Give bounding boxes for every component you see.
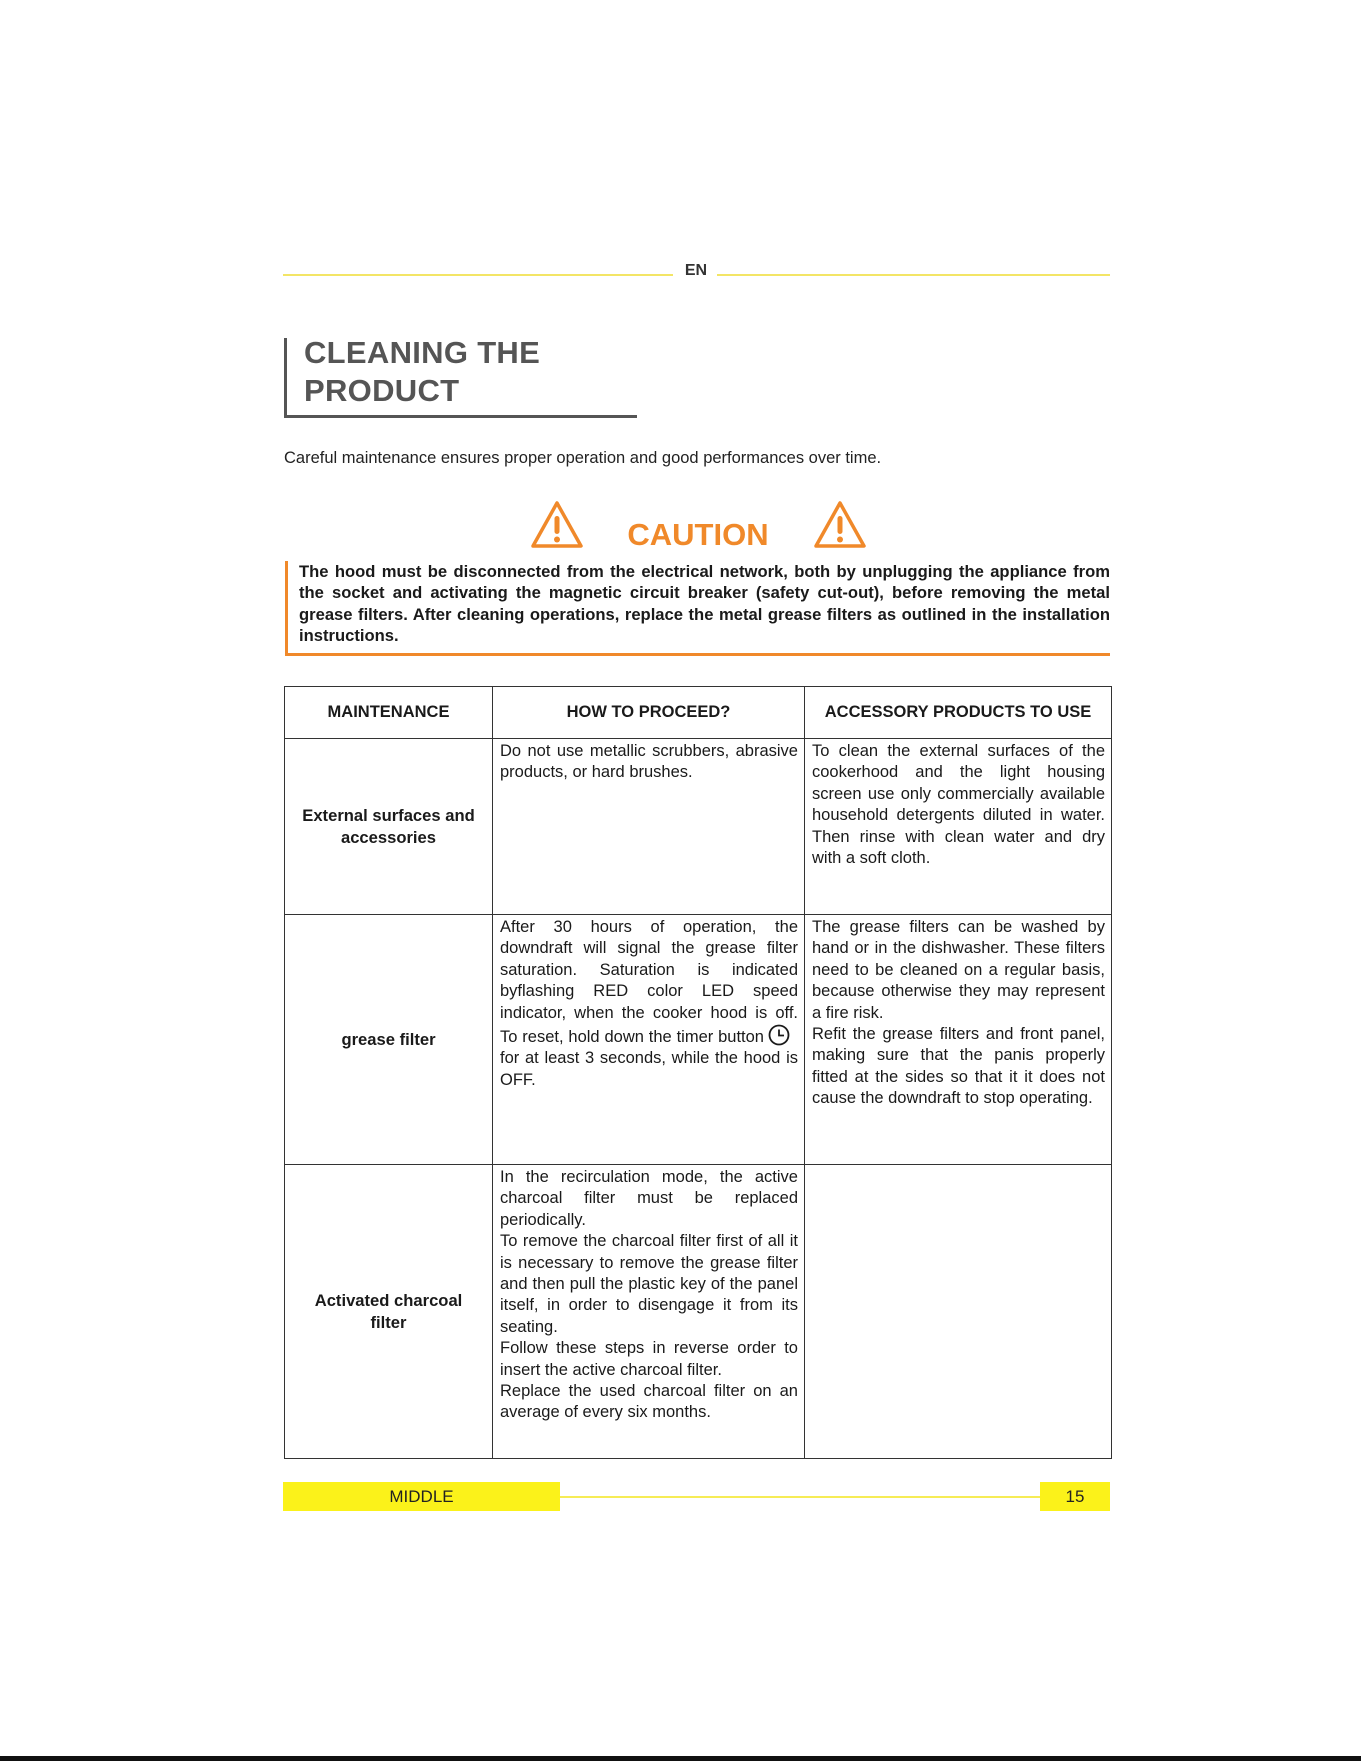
footer-rule — [560, 1496, 1040, 1498]
maintenance-cell: External surfaces and accessories — [285, 739, 493, 915]
proceed-text: Do not use metallic scrubbers, abrasive products, or hard brushes. — [500, 742, 798, 782]
proceed-text-part: for at least 3 seconds, while the hood is OFF. — [500, 1049, 798, 1089]
table-header-row — [285, 687, 1112, 739]
caution-box — [285, 561, 1110, 656]
proceed-text: Replace the used charcoal filter on an average of every six months. — [500, 1382, 798, 1422]
timer-clock-icon — [768, 1024, 790, 1046]
accessory-cell — [805, 739, 1112, 915]
maintenance-table — [284, 686, 1112, 1459]
proceed-text: Follow these steps in reverse order to insert the active charcoal filter. — [500, 1339, 798, 1379]
caution-label: CAUTION — [627, 517, 769, 552]
accessory-cell — [805, 1165, 1112, 1459]
intro-paragraph: Careful maintenance ensures proper operation and good performances over time. — [284, 449, 882, 467]
section-title-line1: CLEANING THE — [304, 335, 541, 370]
column-header: ACCESSORY PRODUCTS TO USE — [805, 687, 1112, 739]
header-rule-left — [283, 274, 673, 276]
section-title-line2: PRODUCT — [304, 373, 460, 408]
section-title — [284, 335, 637, 418]
column-header: MAINTENANCE — [285, 687, 493, 739]
header-rule-right — [717, 274, 1110, 276]
page-number: 15 — [1040, 1482, 1110, 1511]
proceed-cell — [493, 1165, 805, 1459]
warning-triangle-icon — [813, 500, 867, 550]
table-row — [285, 1165, 1112, 1459]
proceed-text: To remove the charcoal filter first of all it is necessary to remove the grease filter and then pull the plastic key of the panel itself, in order to disengage it from its seating. — [500, 1232, 798, 1336]
warning-triangle-icon — [530, 500, 584, 550]
accessory-text: The grease filters can be washed by hand or in the dishwasher. These filters need to be cleaned on a regular basis, because otherwise they may represent a fire risk. — [812, 918, 1105, 1022]
maintenance-cell: Activated charcoal filter — [285, 1165, 493, 1459]
maintenance-cell: grease filter — [285, 915, 493, 1165]
footer-brand: MIDDLE — [283, 1482, 560, 1511]
page-header — [283, 259, 1110, 285]
proceed-text: In the recirculation mode, the active charcoal filter must be replaced periodically. — [500, 1168, 798, 1229]
proceed-cell — [493, 915, 805, 1165]
accessory-text: Refit the grease filters and front panel, making sure that the panis properly fitted at the sides so that it it does not cause the downdraft to stop operating. — [812, 1025, 1105, 1108]
page-footer — [283, 1482, 1110, 1512]
caution-text: The hood must be disconnected from the electrical network, both by unplugging the appliance from the socket and activating the magnetic circuit breaker (safety cut-out), before removing the metal grease filters. After cleaning operations, replace the metal grease filters as outlined in the installation instructions. — [299, 562, 1110, 646]
language-label: EN — [684, 262, 708, 279]
proceed-text-part: After 30 hours of operation, the downdraft will signal the grease filter saturation. Saturation is indicated byflashing RED color LED speed indicator, when the cooker hood is off. To reset, hold down the timer button — [500, 918, 798, 1047]
caution-heading — [526, 500, 868, 556]
accessory-text: To clean the external surfaces of the cookerhood and the light housing screen use only commercially available household detergents diluted in water. Then rinse with clean water and dry with a soft cloth. — [812, 742, 1105, 868]
proceed-cell — [493, 739, 805, 915]
table-row — [285, 739, 1112, 915]
table-row — [285, 915, 1112, 1165]
column-header: HOW TO PROCEED? — [493, 687, 805, 739]
proceed-text — [500, 917, 798, 1091]
accessory-cell — [805, 915, 1112, 1165]
scan-bottom-edge — [0, 1756, 1361, 1761]
